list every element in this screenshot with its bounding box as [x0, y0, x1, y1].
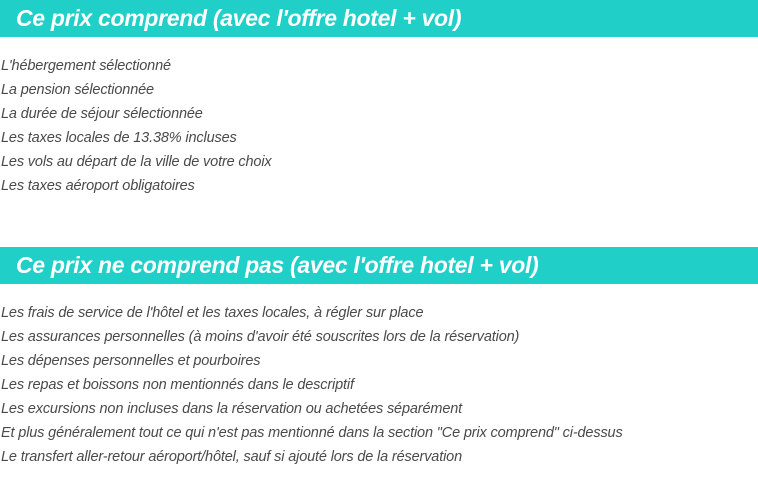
included-item: La durée de séjour sélectionnée: [1, 106, 203, 122]
included-item: Les taxes aéroport obligatoires: [1, 178, 195, 194]
excluded-item: Les excursions non incluses dans la réservation ou achetées séparément: [1, 401, 463, 417]
excluded-list: [0, 301, 623, 469]
included-item: La pension sélectionnée: [1, 82, 154, 98]
included-section: [0, 0, 758, 194]
excluded-item: Et plus généralement tout ce qui n'est pas mentionné dans la section "Ce prix comprend" ci-dessus: [1, 425, 623, 441]
excluded-section: [0, 247, 758, 465]
excluded-heading: Ce prix ne comprend pas (avec l'offre hotel + vol): [0, 247, 758, 284]
excluded-item: Les dépenses personnelles et pourboires: [1, 353, 261, 369]
excluded-item: Les assurances personnelles (à moins d'avoir été souscrites lors de la réservation): [1, 329, 520, 345]
included-heading: Ce prix comprend (avec l'offre hotel + vol): [0, 0, 758, 37]
included-list: [0, 54, 272, 198]
included-item: L'hébergement sélectionné: [1, 58, 171, 74]
excluded-item: Le transfert aller-retour aéroport/hôtel, sauf si ajouté lors de la réservation: [1, 449, 462, 465]
included-item: Les vols au départ de la ville de votre choix: [1, 154, 272, 170]
excluded-item: Les frais de service de l'hôtel et les taxes locales, à régler sur place: [1, 305, 424, 321]
excluded-item: Les repas et boissons non mentionnés dans le descriptif: [1, 377, 354, 393]
included-item: Les taxes locales de 13.38% incluses: [1, 130, 237, 146]
